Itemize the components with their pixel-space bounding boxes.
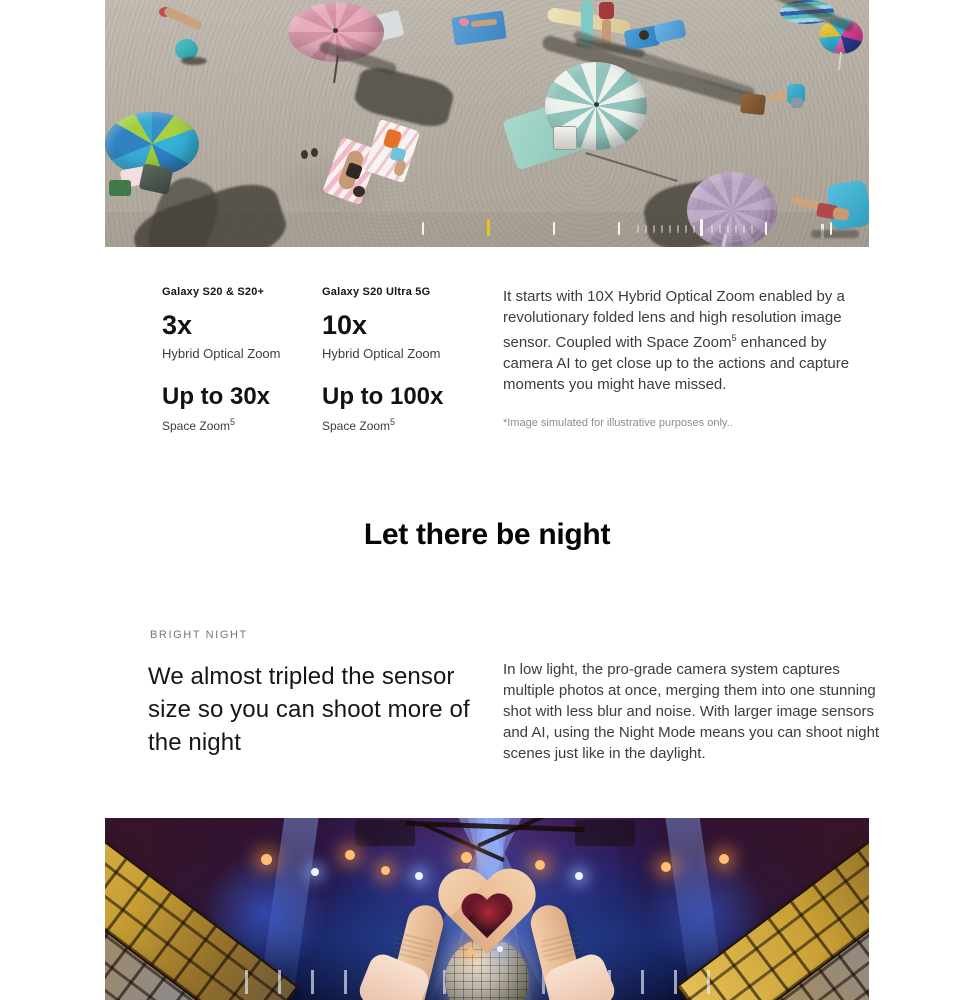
pink-umbrella [288, 0, 468, 130]
spec-space-label [162, 417, 322, 433]
night-section-heading: Let there be night [363, 518, 611, 551]
spec-model-name: Galaxy S20 Ultra 5G [322, 286, 431, 298]
spec-column-s20-ultra [322, 286, 482, 433]
person-on-ball [155, 5, 215, 65]
zoom-description-text-2: enhanced by camera AI to get close up to the actions and capture moments you might have missed. [503, 334, 850, 393]
zoom-description-column [503, 286, 879, 429]
spec-optical-value: 10x [322, 310, 368, 340]
spec-optical-label: Hybrid Optical Zoom [162, 346, 281, 361]
person-with-crate [741, 84, 821, 124]
night-description: In low light, the pro-grade camera system captures multiple photos at once, merging them into one stunning shot with less blur and noise. With larger image sensors and AI, using the Night Mode means you can shoot night scenes just like in the daylight. [503, 661, 880, 762]
patterned-umbrella-left [105, 108, 301, 247]
spec-space-value: Up to 100x [322, 383, 444, 410]
spec-space-value: Up to 30x [162, 383, 271, 410]
night-headline: We almost tripled the sensor size so you can shoot more of the night [148, 663, 470, 756]
spec-space-footnote: 5 [390, 417, 396, 427]
concert-night-photo [105, 818, 869, 1000]
zoom-description-footnote: 5 [731, 333, 737, 343]
bright-night-eyebrow: BRIGHT NIGHT [150, 629, 248, 641]
zoom-description [503, 286, 879, 395]
spec-model-name: Galaxy S20 & S20+ [162, 286, 265, 298]
red-stage-glow [467, 896, 509, 930]
spec-optical-value: 3x [162, 310, 193, 340]
spec-space-footnote: 5 [230, 417, 236, 427]
spec-optical-label: Hybrid Optical Zoom [322, 346, 441, 361]
flip-flops [301, 148, 321, 160]
beach-aerial-photo [105, 0, 869, 247]
zoom-ruler-highlight-tick [487, 219, 490, 236]
spec-space-label-text: Space Zoom [322, 419, 391, 433]
zoom-description-text: It starts with 10X Hybrid Optical Zoom enabled by a revolutionary folded lens and high resolution image sensor. Coupled with Space Zoom [503, 288, 845, 351]
spec-column-s20 [162, 286, 322, 433]
blue-towel [453, 10, 513, 50]
image-disclaimer: *Image simulated for illustrative purposes only.. [503, 417, 733, 429]
spec-space-label-text: Space Zoom [162, 419, 231, 433]
sunbather-right [365, 120, 429, 184]
spec-space-label [322, 417, 482, 433]
